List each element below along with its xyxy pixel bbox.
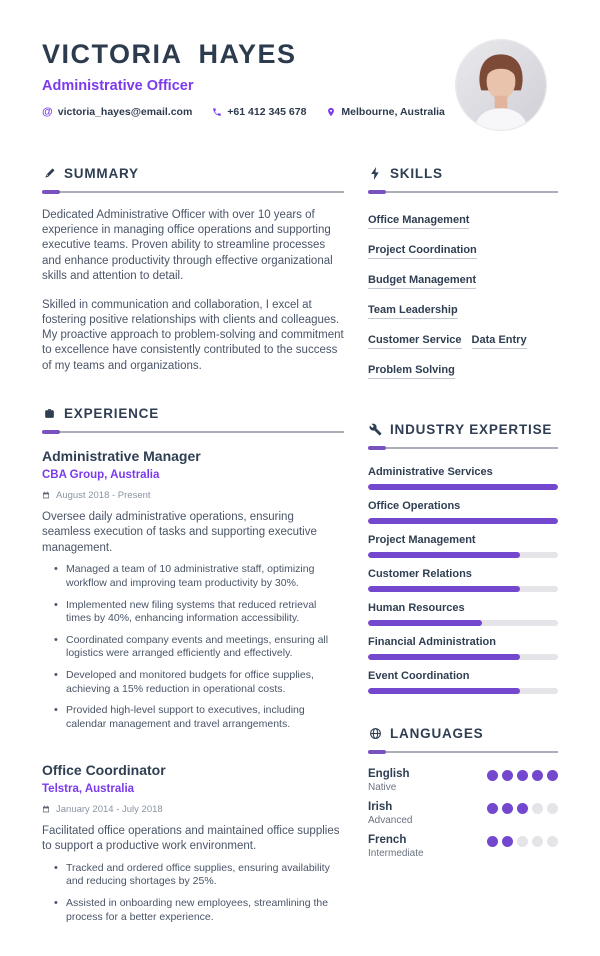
expertise-bar-fill xyxy=(368,620,482,626)
skills-heading xyxy=(368,166,558,181)
job-bullet: • Assisted in onboarding new employees, streamlining the process for a better experience. xyxy=(54,897,344,924)
contact-row xyxy=(42,106,445,118)
experience-title: EXPERIENCE xyxy=(64,405,160,421)
contact-phone-text: +61 412 345 678 xyxy=(227,105,307,118)
experience-item xyxy=(42,762,344,925)
expertise-label: Financial Administration xyxy=(368,636,496,648)
job-description: Oversee daily administrative operations, ensuring seamless execution of tasks and supporting executive management. xyxy=(42,510,317,554)
language-row xyxy=(368,768,558,793)
skill-tag: Customer Service xyxy=(368,334,462,349)
contact-email[interactable] xyxy=(42,106,192,118)
right-column xyxy=(368,166,558,956)
expertise-bar-track xyxy=(368,654,558,660)
experience-item xyxy=(42,448,344,732)
dot-filled xyxy=(487,770,498,781)
expertise-bar-track xyxy=(368,688,558,694)
summary-paragraph: Dedicated Administrative Officer with over 10 years of experience in managing office operations and supporting executive teams. Proven ability to streamline processes and enhance productivity through effective organizational skills and attention to detail. xyxy=(42,209,333,282)
language-level: Native xyxy=(368,782,397,793)
location-pin-icon xyxy=(326,106,336,118)
expertise-label: Project Management xyxy=(368,534,476,546)
dot-filled xyxy=(517,770,528,781)
dot-empty xyxy=(532,836,543,847)
summary-divider xyxy=(42,190,344,194)
expertise-bar-fill xyxy=(368,552,520,558)
contact-location xyxy=(326,106,444,118)
person-title: Administrative Officer xyxy=(42,77,194,94)
resume-body xyxy=(42,166,558,956)
expertise-bar-fill xyxy=(368,654,520,660)
expertise-bar-track xyxy=(368,586,558,592)
summary-paragraph: Skilled in communication and collaboration, I excel at fostering positive relationships with clients and colleagues. My proactive approach to problem-solving and commitment to excellence have consistently contributed to the success of my teams and organizations. xyxy=(42,298,344,372)
language-row xyxy=(368,834,558,859)
dot-empty xyxy=(547,803,558,814)
skill-tag: Team Leadership xyxy=(368,304,458,319)
job-description: Facilitated office operations and maintained office supplies to support a productive work environment. xyxy=(42,824,340,853)
expertise-bar-fill xyxy=(368,688,520,694)
dot-empty xyxy=(547,836,558,847)
summary-section xyxy=(42,166,344,374)
expertise-heading xyxy=(368,422,558,437)
language-dots xyxy=(487,836,558,847)
language-name: French xyxy=(368,834,407,846)
dot-filled xyxy=(532,770,543,781)
language-dots xyxy=(487,803,558,814)
expertise-bar-fill xyxy=(368,586,520,592)
dot-empty xyxy=(532,803,543,814)
expertise-item xyxy=(368,602,558,626)
job-bullets xyxy=(42,862,344,925)
expertise-list xyxy=(368,466,558,694)
expertise-item xyxy=(368,466,558,490)
briefcase-icon xyxy=(42,407,56,420)
languages-title: LANGUAGES xyxy=(390,726,484,741)
dot-filled xyxy=(517,803,528,814)
expertise-bar-track xyxy=(368,552,558,558)
skills-section xyxy=(368,166,558,390)
dot-filled xyxy=(487,803,498,814)
job-dates-text: January 2014 - July 2018 xyxy=(56,803,163,815)
skills-list xyxy=(368,210,558,390)
expertise-title: INDUSTRY EXPERTISE xyxy=(390,422,553,437)
jobs-list xyxy=(42,448,344,925)
job-bullet: • Tracked and ordered office supplies, ensuring availability and reducing shortages by 25%. xyxy=(54,862,344,889)
job-dates xyxy=(42,804,344,815)
skill-tag: Data Entry xyxy=(472,334,527,349)
expertise-item xyxy=(368,500,558,524)
skills-title: SKILLS xyxy=(390,166,443,181)
expertise-label: Administrative Services xyxy=(368,466,493,478)
dot-filled xyxy=(502,770,513,781)
languages-section xyxy=(368,726,558,859)
job-dates xyxy=(42,490,344,501)
language-level: Intermediate xyxy=(368,848,424,859)
languages-heading xyxy=(368,726,558,741)
expertise-divider xyxy=(368,446,558,450)
skill-tag: Project Coordination xyxy=(368,244,477,259)
pen-icon xyxy=(42,167,56,180)
experience-section xyxy=(42,406,344,925)
summary-paragraphs xyxy=(42,208,344,374)
left-column xyxy=(42,166,344,956)
contact-location-text: Melbourne, Australia xyxy=(341,105,445,118)
experience-divider xyxy=(42,430,344,434)
dot-empty xyxy=(517,836,528,847)
skill-tag: Problem Solving xyxy=(368,364,455,379)
summary-heading xyxy=(42,166,344,181)
expertise-bar-track xyxy=(368,484,558,490)
expertise-label: Event Coordination xyxy=(368,670,470,682)
calendar-icon xyxy=(42,805,50,813)
dot-filled xyxy=(547,770,558,781)
expertise-section xyxy=(368,422,558,694)
expertise-bar-fill xyxy=(368,518,558,524)
avatar xyxy=(456,40,546,130)
expertise-item xyxy=(368,568,558,592)
expertise-label: Office Operations xyxy=(368,500,461,512)
calendar-icon xyxy=(42,491,50,499)
job-title: Administrative Manager xyxy=(42,447,201,464)
summary-title: SUMMARY xyxy=(64,166,139,181)
dot-filled xyxy=(502,836,513,847)
expertise-bar-fill xyxy=(368,484,558,490)
expertise-label: Customer Relations xyxy=(368,568,472,580)
language-level: Advanced xyxy=(368,815,413,826)
job-bullets xyxy=(42,563,344,731)
expertise-item xyxy=(368,670,558,694)
skill-tag: Office Management xyxy=(368,214,469,229)
contact-phone[interactable] xyxy=(212,106,306,118)
job-bullet: • Managed a team of 10 administrative staff, optimizing workflow and improving team productivity by 30%. xyxy=(54,563,344,590)
expertise-item xyxy=(368,534,558,558)
job-company: CBA Group, Australia xyxy=(42,468,160,481)
job-bullet: • Developed and monitored budgets for office supplies, achieving a 15% reduction in operational costs. xyxy=(54,669,344,696)
resume-header xyxy=(42,40,558,130)
job-company: Telstra, Australia xyxy=(42,782,135,795)
job-bullet: • Provided high-level support to executives, including calendar management and travel arrangements. xyxy=(54,704,344,731)
languages-list xyxy=(368,768,558,859)
phone-icon xyxy=(212,107,222,117)
job-bullet: • Coordinated company events and meetings, ensuring all logistics were arranged efficiently and effectively. xyxy=(54,634,344,661)
expertise-label: Human Resources xyxy=(368,602,465,614)
lightning-bolt-icon xyxy=(368,167,382,180)
language-row xyxy=(368,801,558,826)
job-dates-text: August 2018 - Present xyxy=(56,489,151,501)
dot-filled xyxy=(487,836,498,847)
languages-divider xyxy=(368,750,558,754)
expertise-bar-track xyxy=(368,518,558,524)
person-name: VICTORIA HAYES xyxy=(42,39,297,69)
wrench-icon xyxy=(368,423,382,436)
skill-tag: Budget Management xyxy=(368,274,476,289)
expertise-bar-track xyxy=(368,620,558,626)
language-name: Irish xyxy=(368,801,393,813)
job-bullet: • Implemented new filing systems that reduced retrieval times by 40%, enhancing information accessibility. xyxy=(54,599,344,626)
header-left xyxy=(42,40,445,118)
at-icon: @ xyxy=(42,105,53,118)
job-title: Office Coordinator xyxy=(42,761,166,778)
language-dots xyxy=(487,770,558,781)
contact-email-text: victoria_hayes@email.com xyxy=(57,105,193,118)
dot-filled xyxy=(502,803,513,814)
language-name: English xyxy=(368,768,410,780)
globe-icon xyxy=(368,727,382,740)
skills-divider xyxy=(368,190,558,194)
experience-heading xyxy=(42,406,344,421)
expertise-item xyxy=(368,636,558,660)
